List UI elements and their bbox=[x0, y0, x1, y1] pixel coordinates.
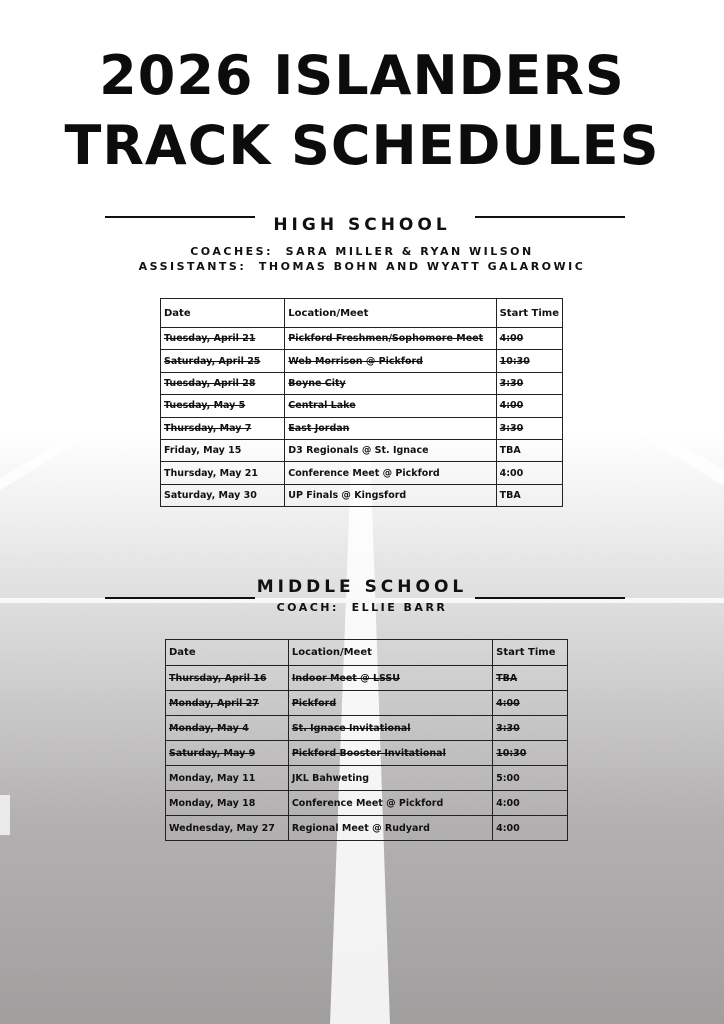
table-row bbox=[161, 462, 563, 484]
meet-location: Conference Meet @ Pickford bbox=[288, 791, 492, 816]
table-row bbox=[161, 395, 563, 417]
meet-location: East Jordan bbox=[285, 417, 496, 439]
table-row bbox=[161, 350, 563, 372]
middle-school-heading: MIDDLE SCHOOL bbox=[256, 577, 468, 597]
table-row bbox=[166, 691, 568, 716]
table-row bbox=[161, 417, 563, 439]
meet-start-time: 10:30 bbox=[496, 350, 562, 372]
meet-start-time: 3:30 bbox=[496, 417, 562, 439]
column-header-start-time: Start Time bbox=[493, 640, 568, 666]
meet-date: Friday, May 15 bbox=[161, 439, 285, 461]
meet-location: Boyne City bbox=[285, 372, 496, 394]
meet-location: D3 Regionals @ St. Ignace bbox=[285, 439, 496, 461]
table-row bbox=[166, 741, 568, 766]
meet-date: Saturday, April 25 bbox=[161, 350, 285, 372]
meet-date: Monday, May 11 bbox=[166, 766, 289, 791]
table-row bbox=[166, 816, 568, 841]
meet-start-time: TBA bbox=[496, 439, 562, 461]
meet-date: Tuesday, April 28 bbox=[161, 372, 285, 394]
meet-start-time: 4:00 bbox=[493, 791, 568, 816]
column-header-date: Date bbox=[161, 299, 285, 328]
high-school-coaches: COACHES: SARA MILLER & RYAN WILSON bbox=[190, 245, 534, 258]
meet-date: Tuesday, April 21 bbox=[161, 328, 285, 350]
meet-start-time: 4:00 bbox=[493, 691, 568, 716]
meet-location: UP Finals @ Kingsford bbox=[285, 484, 496, 506]
meet-start-time: 3:30 bbox=[493, 716, 568, 741]
table-row bbox=[166, 666, 568, 691]
middle-school-schedule-table bbox=[165, 639, 568, 841]
meet-location: Pickford Booster Invitational bbox=[288, 741, 492, 766]
meet-date: Thursday, May 7 bbox=[161, 417, 285, 439]
meet-date: Monday, May 4 bbox=[166, 716, 289, 741]
table-row bbox=[166, 791, 568, 816]
meet-date: Thursday, May 21 bbox=[161, 462, 285, 484]
poster-title-line-2: TRACK SCHEDULES bbox=[64, 114, 660, 177]
table-row bbox=[161, 439, 563, 461]
table-row bbox=[166, 716, 568, 741]
table-header-row bbox=[161, 299, 563, 328]
table-header-row bbox=[166, 640, 568, 666]
column-header-location: Location/Meet bbox=[285, 299, 496, 328]
high-school-heading: HIGH SCHOOL bbox=[273, 215, 451, 235]
table-row bbox=[161, 328, 563, 350]
meet-date: Saturday, May 9 bbox=[166, 741, 289, 766]
meet-start-time: 3:30 bbox=[496, 372, 562, 394]
meet-start-time: 4:00 bbox=[496, 462, 562, 484]
meet-date: Monday, April 27 bbox=[166, 691, 289, 716]
poster-title-line-1: 2026 ISLANDERS bbox=[99, 44, 625, 107]
meet-start-time: TBA bbox=[493, 666, 568, 691]
middle-school-coach: COACH: ELLIE BARR bbox=[276, 601, 448, 614]
meet-location: Web Morrison @ Pickford bbox=[285, 350, 496, 372]
meet-start-time: TBA bbox=[496, 484, 562, 506]
meet-start-time: 5:00 bbox=[493, 766, 568, 791]
meet-location: Pickford Freshmen/Sophomore Meet bbox=[285, 328, 496, 350]
table-row bbox=[166, 766, 568, 791]
meet-date: Saturday, May 30 bbox=[161, 484, 285, 506]
meet-location: Indoor Meet @ LSSU bbox=[288, 666, 492, 691]
high-school-assistants: ASSISTANTS: THOMAS BOHN AND WYATT GALAROWIC bbox=[138, 260, 586, 273]
meet-date: Wednesday, May 27 bbox=[166, 816, 289, 841]
meet-location: Conference Meet @ Pickford bbox=[285, 462, 496, 484]
meet-location: Pickford bbox=[288, 691, 492, 716]
column-header-start-time: Start Time bbox=[496, 299, 562, 328]
meet-location: JKL Bahweting bbox=[288, 766, 492, 791]
meet-date: Tuesday, May 5 bbox=[161, 395, 285, 417]
meet-date: Thursday, April 16 bbox=[166, 666, 289, 691]
column-header-location: Location/Meet bbox=[288, 640, 492, 666]
high-school-schedule-table bbox=[160, 298, 563, 507]
meet-start-time: 4:00 bbox=[493, 816, 568, 841]
meet-date: Monday, May 18 bbox=[166, 791, 289, 816]
table-row bbox=[161, 484, 563, 506]
column-header-date: Date bbox=[166, 640, 289, 666]
meet-start-time: 4:00 bbox=[496, 328, 562, 350]
table-row bbox=[161, 372, 563, 394]
meet-start-time: 10:30 bbox=[493, 741, 568, 766]
meet-location: St. Ignace Invitational bbox=[288, 716, 492, 741]
meet-location: Regional Meet @ Rudyard bbox=[288, 816, 492, 841]
meet-location: Central Lake bbox=[285, 395, 496, 417]
meet-start-time: 4:00 bbox=[496, 395, 562, 417]
